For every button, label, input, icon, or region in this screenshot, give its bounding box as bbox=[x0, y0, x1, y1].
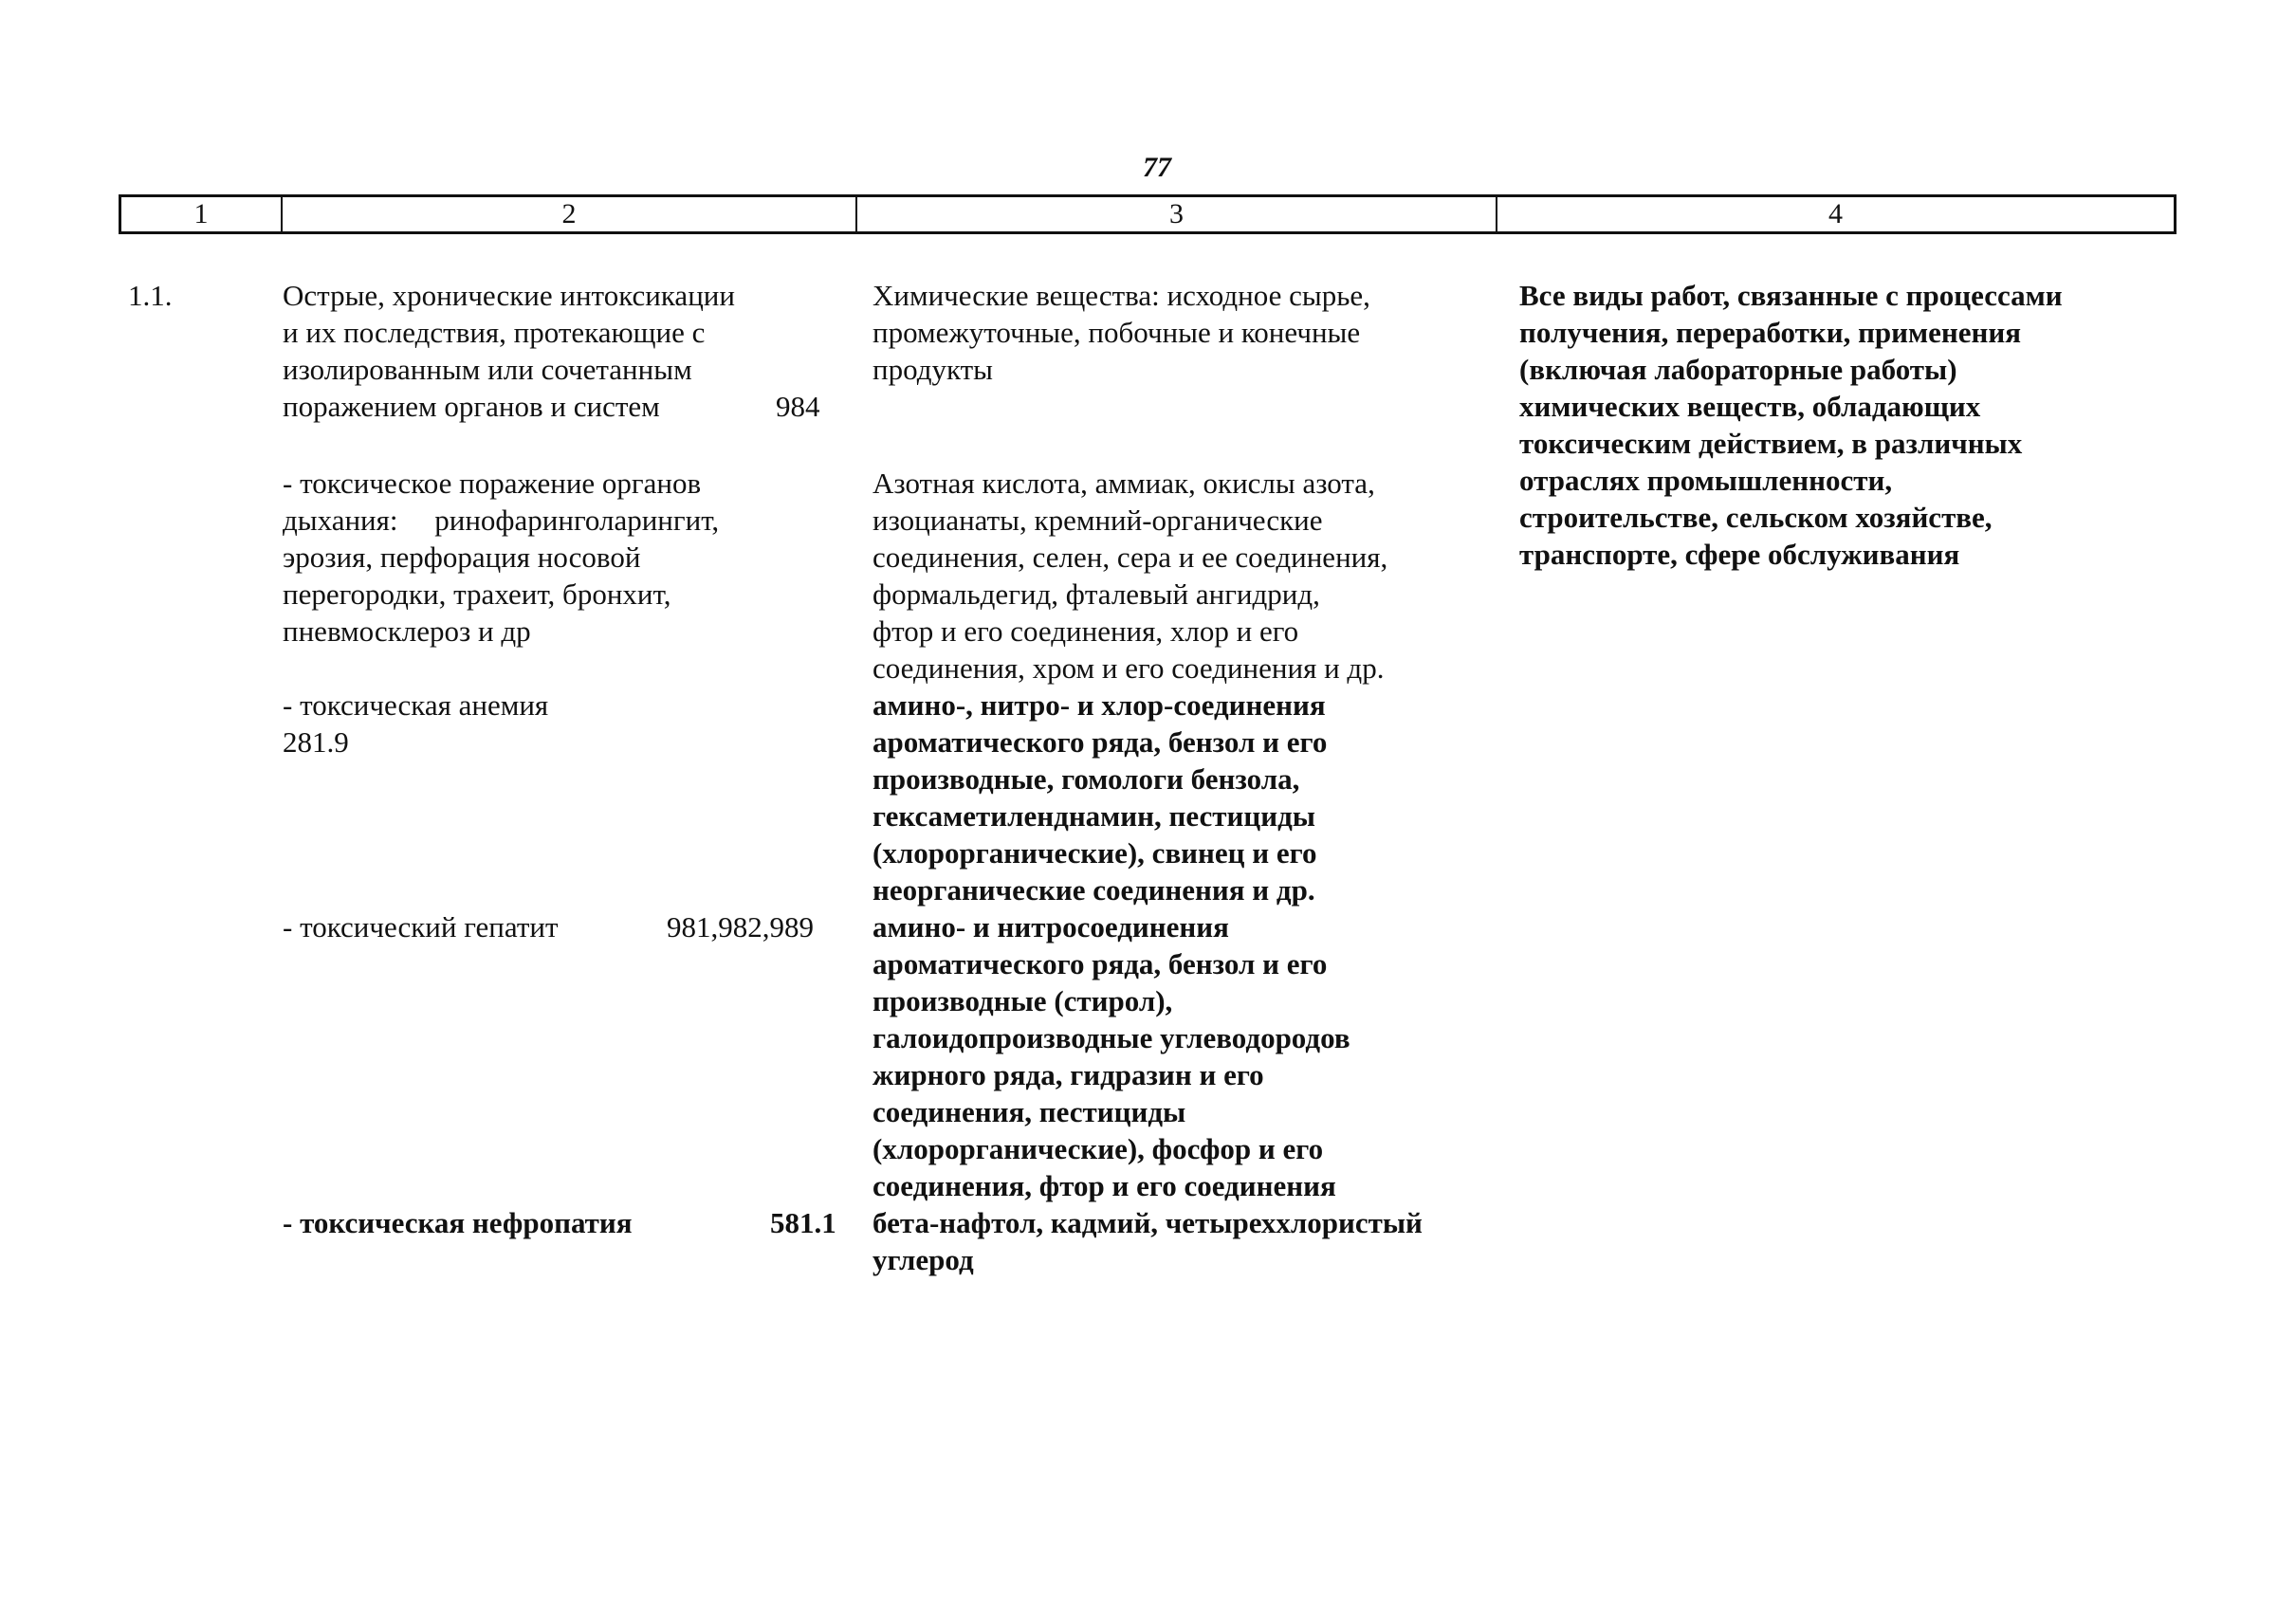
code-nephropathy: 581.1 bbox=[770, 1206, 836, 1239]
page-number: 77 bbox=[1143, 152, 1171, 183]
disease-title: Острые, хронические интоксикации и их последствия, протекающие с изолированным или сочетанным поражением органов и систем bbox=[283, 279, 735, 423]
condition-anemia: - токсическая анемия bbox=[283, 688, 549, 722]
substances-general: Химические вещества: исходное сырье, промежуточные, побочные и конечные продукты bbox=[872, 279, 1370, 386]
condition-hepatitis: - токсический гепатит bbox=[283, 910, 559, 943]
header-col-3: 3 bbox=[857, 197, 1497, 231]
substances-hepatitis: амино- и нитросоединения ароматического ряда, бензол и его производные (стирол), галоидопроизводные углеводородов жирного ряда, гидразин и его соединения, пестициды (хлорорганические), фосфор и его соединения, фтор и его соединения bbox=[872, 910, 1350, 1202]
table-header-row bbox=[119, 194, 2177, 234]
substances-respiratory: Азотная кислота, аммиак, окислы азота, изоцианаты, кремний-органические соединения, селен, сера и ее соединения, формальдегид, фталевый ангидрид, фтор и его соединения, хлор и его соединения, хром и его соединения и др. bbox=[872, 467, 1388, 685]
substances-nephropathy: бета-нафтол, кадмий, четыреххлористый углерод bbox=[872, 1206, 1423, 1276]
condition-respiratory: - токсическое поражение органов дыхания: ринофаринголарингит, эрозия, перфорация носовой перегородки, трахеит, бронхит, пневмосклероз и др bbox=[283, 467, 720, 648]
substances-anemia: амино-, нитро- и хлор-соединения ароматического ряда, бензол и его производные, гомологи бензола, гексаметиленднамин, пестициды (хлорорганические), свинец и его неорганические соединения и др. bbox=[872, 688, 1328, 907]
header-col-2: 2 bbox=[283, 197, 857, 231]
row-number: 1.1. bbox=[128, 279, 173, 312]
disease-code: 984 bbox=[776, 390, 820, 423]
work-types: Все виды работ, связанные с процессами получения, переработки, применения (включая лабораторные работы) химических веществ, обладающих токсическим действием, в различных отраслях промышленности, строительстве, сельском хозяйстве, транспорте, сфере обслуживания bbox=[1519, 279, 2063, 571]
header-col-1: 1 bbox=[121, 197, 283, 231]
condition-nephropathy: - токсическая нефропатия bbox=[283, 1206, 633, 1239]
code-hepatitis: 981,982,989 bbox=[667, 910, 814, 943]
code-anemia: 281.9 bbox=[283, 725, 349, 759]
header-col-4: 4 bbox=[1828, 198, 1843, 229]
